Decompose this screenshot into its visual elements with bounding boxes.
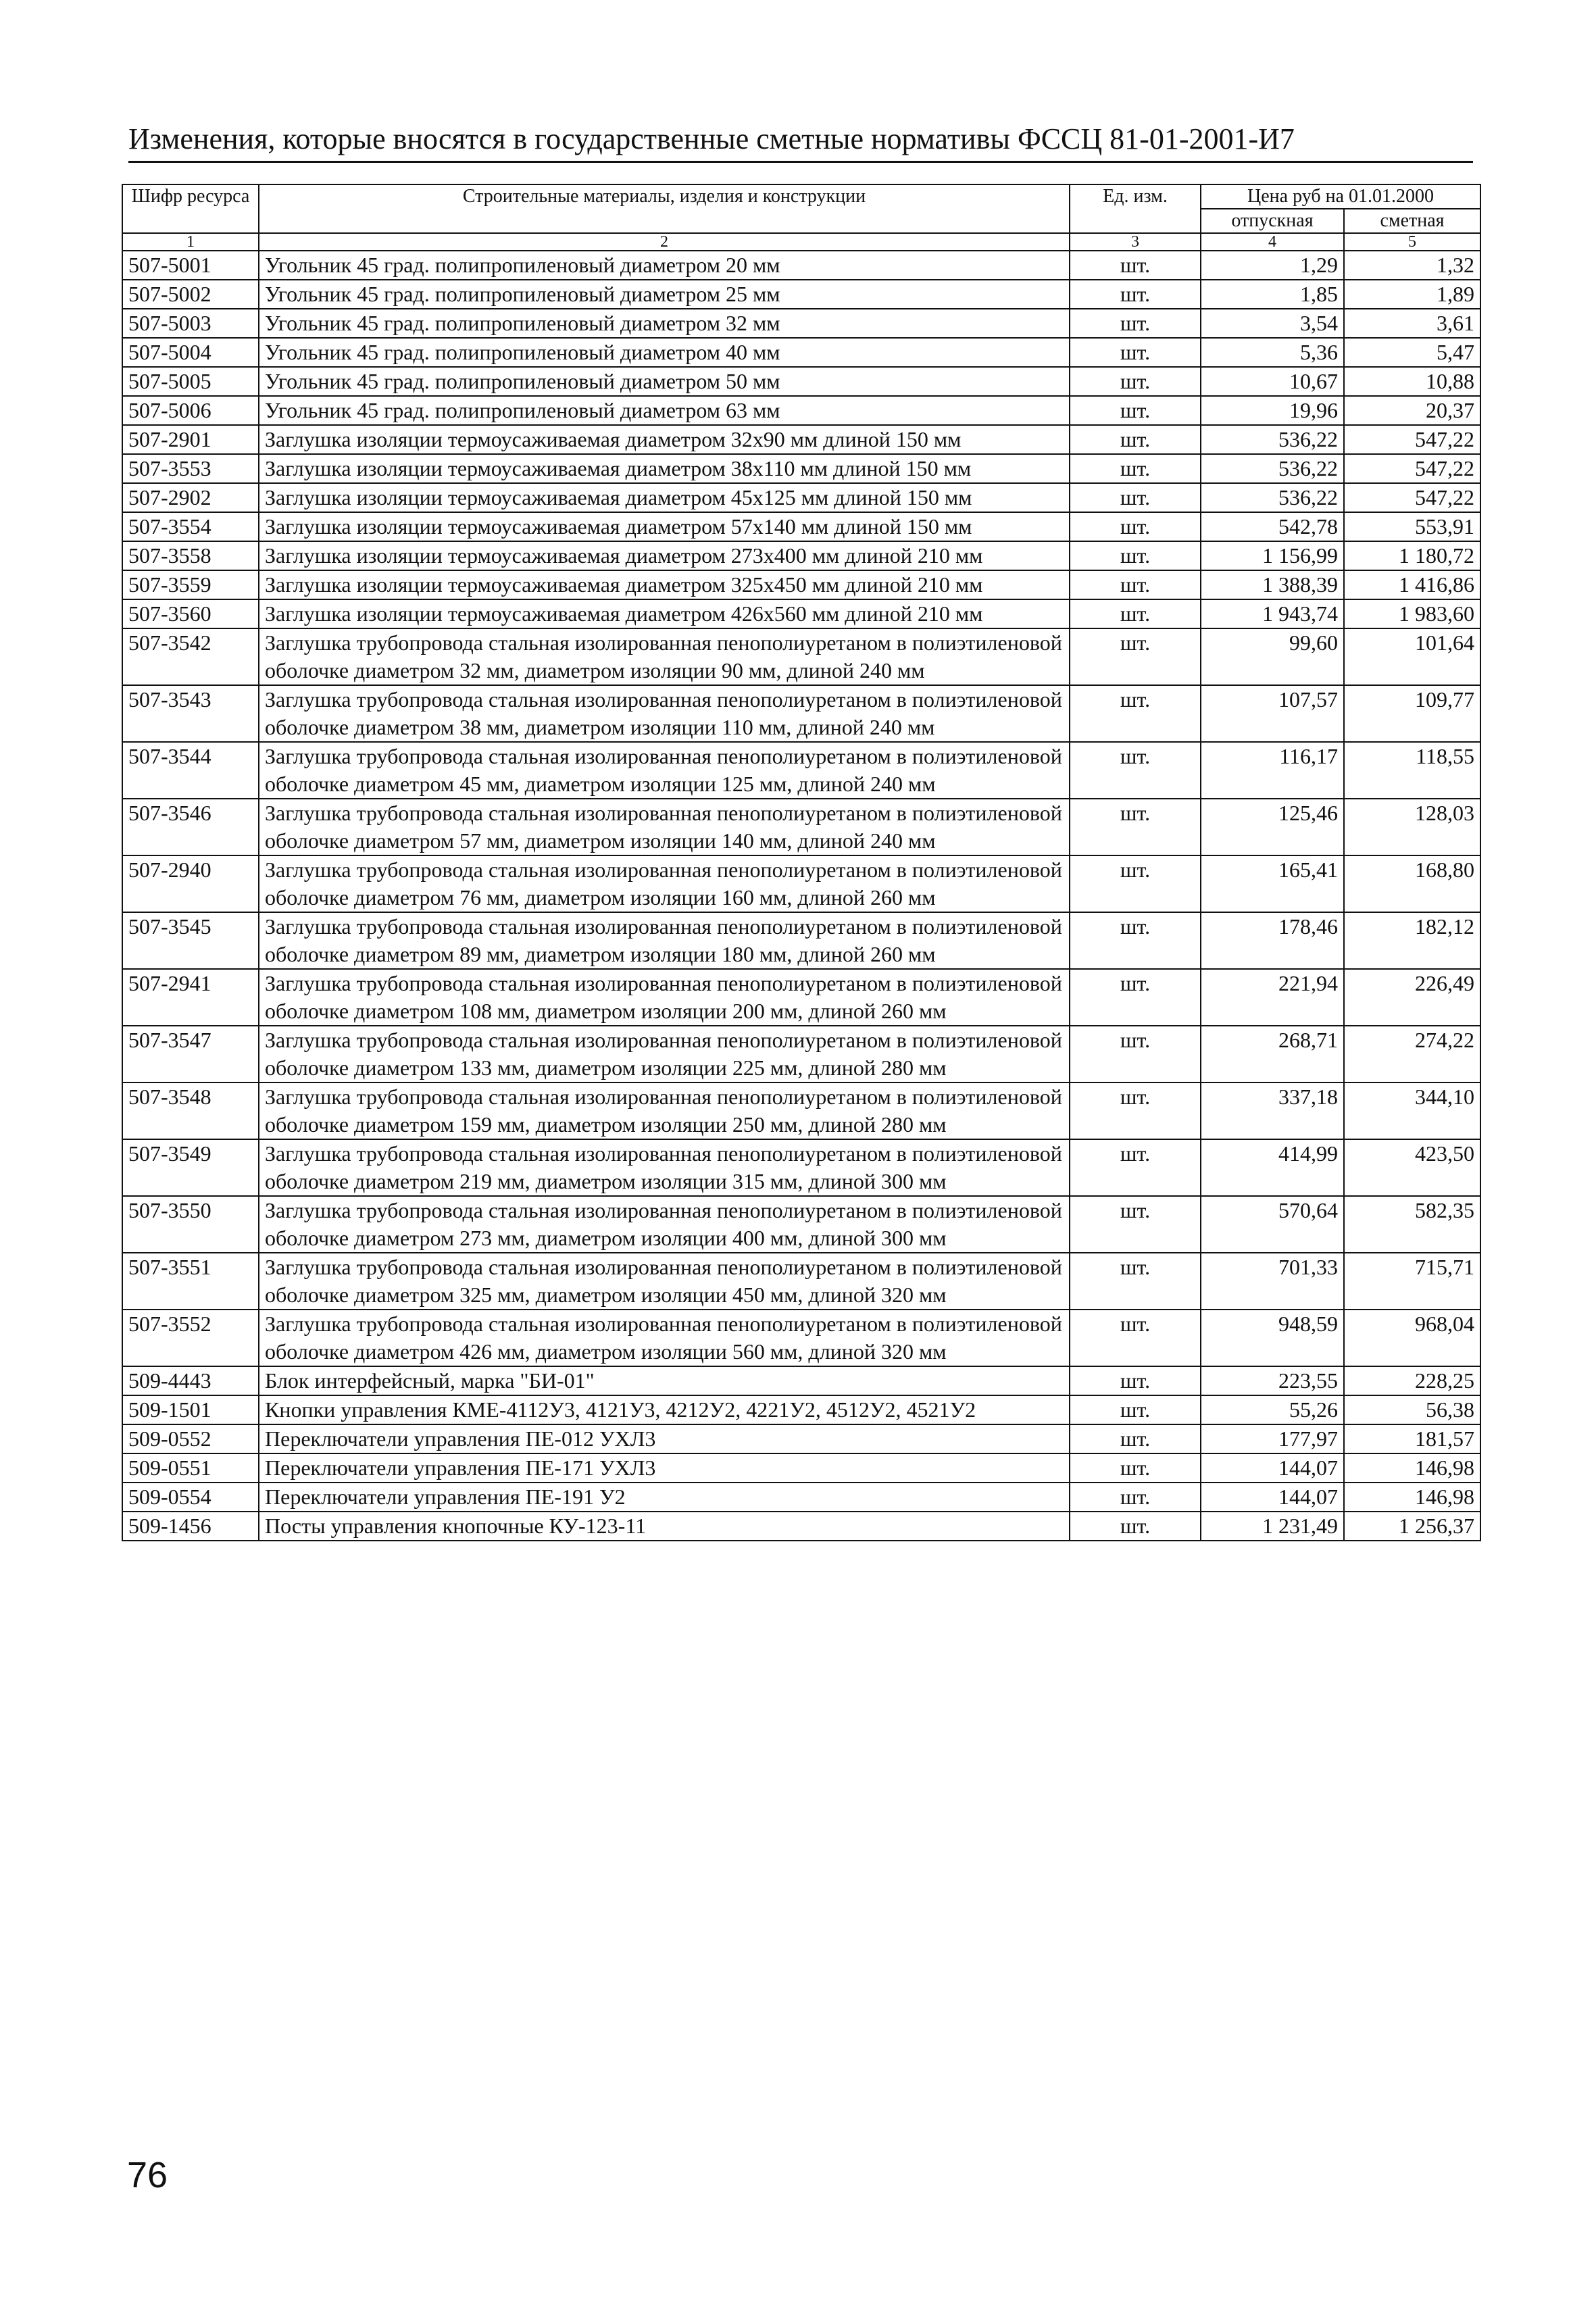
unit-cell: шт. bbox=[1070, 855, 1201, 912]
material-name-cell: Заглушка трубопровода стальная изолированная пенополиуретаном в полиэтиленовой оболочке диаметром 159 мм, диаметром изоляции 250 мм, длиной 280 мм bbox=[259, 1082, 1070, 1139]
unit-cell: шт. bbox=[1070, 1483, 1201, 1512]
estimate-price-cell: 168,80 bbox=[1344, 855, 1480, 912]
table-row bbox=[122, 396, 1480, 425]
estimate-price-cell: 553,91 bbox=[1344, 512, 1480, 541]
resource-code-cell: 507-2901 bbox=[122, 425, 259, 454]
material-name-cell: Заглушка трубопровода стальная изолированная пенополиуретаном в полиэтиленовой оболочке диаметром 325 мм, диаметром изоляции 450 мм, длиной 320 мм bbox=[259, 1253, 1070, 1310]
resource-code-cell: 507-3549 bbox=[122, 1139, 259, 1196]
resource-code-cell: 507-3544 bbox=[122, 742, 259, 799]
resource-code-cell: 507-5006 bbox=[122, 396, 259, 425]
page-number: 76 bbox=[127, 2155, 168, 2195]
release-price-cell: 1 231,49 bbox=[1201, 1512, 1344, 1541]
release-price-cell: 177,97 bbox=[1201, 1424, 1344, 1453]
unit-cell: шт. bbox=[1070, 1366, 1201, 1395]
material-name-cell: Заглушка трубопровода стальная изолированная пенополиуретаном в полиэтиленовой оболочке диаметром 32 мм, диаметром изоляции 90 мм, длиной 240 мм bbox=[259, 628, 1070, 685]
table-row bbox=[122, 367, 1480, 396]
resource-code-cell: 509-0551 bbox=[122, 1453, 259, 1483]
material-name-cell: Угольник 45 град. полипропиленовый диаметром 50 мм bbox=[259, 367, 1070, 396]
release-price-cell: 10,67 bbox=[1201, 367, 1344, 396]
table-row bbox=[122, 1196, 1480, 1253]
estimate-price-cell: 5,47 bbox=[1344, 338, 1480, 367]
resource-code-cell: 507-3543 bbox=[122, 685, 259, 742]
release-price-cell: 536,22 bbox=[1201, 454, 1344, 483]
release-price-cell: 1 943,74 bbox=[1201, 599, 1344, 628]
resource-code-cell: 507-3542 bbox=[122, 628, 259, 685]
column-number: 1 bbox=[122, 233, 259, 251]
estimate-price-cell: 582,35 bbox=[1344, 1196, 1480, 1253]
header-code: Шифр ресурса bbox=[122, 184, 259, 233]
table-row bbox=[122, 251, 1480, 280]
release-price-cell: 223,55 bbox=[1201, 1366, 1344, 1395]
release-price-cell: 55,26 bbox=[1201, 1395, 1344, 1424]
table-row bbox=[122, 685, 1480, 742]
release-price-cell: 144,07 bbox=[1201, 1453, 1344, 1483]
unit-cell: шт. bbox=[1070, 396, 1201, 425]
material-name-cell: Заглушка трубопровода стальная изолированная пенополиуретаном в полиэтиленовой оболочке диаметром 57 мм, диаметром изоляции 140 мм, длиной 240 мм bbox=[259, 799, 1070, 855]
table-row bbox=[122, 1453, 1480, 1483]
resource-code-cell: 507-3552 bbox=[122, 1310, 259, 1366]
unit-cell: шт. bbox=[1070, 338, 1201, 367]
resource-code-cell: 507-3551 bbox=[122, 1253, 259, 1310]
resource-code-cell: 509-4443 bbox=[122, 1366, 259, 1395]
resource-code-cell: 507-3550 bbox=[122, 1196, 259, 1253]
unit-cell: шт. bbox=[1070, 1196, 1201, 1253]
material-name-cell: Переключатели управления ПЕ-191 У2 bbox=[259, 1483, 1070, 1512]
material-name-cell: Угольник 45 град. полипропиленовый диаметром 40 мм bbox=[259, 338, 1070, 367]
table-row bbox=[122, 280, 1480, 309]
material-name-cell: Заглушка изоляции термоусаживаемая диаметром 38x110 мм длиной 150 мм bbox=[259, 454, 1070, 483]
release-price-cell: 19,96 bbox=[1201, 396, 1344, 425]
material-name-cell: Заглушка трубопровода стальная изолированная пенополиуретаном в полиэтиленовой оболочке диаметром 133 мм, диаметром изоляции 225 мм, длиной 280 мм bbox=[259, 1026, 1070, 1082]
unit-cell: шт. bbox=[1070, 1026, 1201, 1082]
estimate-price-cell: 547,22 bbox=[1344, 425, 1480, 454]
estimate-price-cell: 182,12 bbox=[1344, 912, 1480, 969]
unit-cell: шт. bbox=[1070, 1082, 1201, 1139]
resource-code-cell: 509-0554 bbox=[122, 1483, 259, 1512]
resource-code-cell: 509-1501 bbox=[122, 1395, 259, 1424]
estimate-price-cell: 1 416,86 bbox=[1344, 570, 1480, 599]
unit-cell: шт. bbox=[1070, 280, 1201, 309]
page-header-title: Изменения, которые вносятся в государственные сметные нормативы ФССЦ 81-01-2001-И7 bbox=[128, 122, 1295, 155]
release-price-cell: 268,71 bbox=[1201, 1026, 1344, 1082]
unit-cell: шт. bbox=[1070, 799, 1201, 855]
unit-cell: шт. bbox=[1070, 251, 1201, 280]
material-name-cell: Заглушка трубопровода стальная изолированная пенополиуретаном в полиэтиленовой оболочке диаметром 45 мм, диаметром изоляции 125 мм, длиной 240 мм bbox=[259, 742, 1070, 799]
estimate-price-cell: 274,22 bbox=[1344, 1026, 1480, 1082]
table-row bbox=[122, 570, 1480, 599]
estimate-price-cell: 56,38 bbox=[1344, 1395, 1480, 1424]
table-row bbox=[122, 338, 1480, 367]
estimate-price-cell: 226,49 bbox=[1344, 969, 1480, 1026]
estimate-price-cell: 715,71 bbox=[1344, 1253, 1480, 1310]
unit-cell: шт. bbox=[1070, 912, 1201, 969]
resource-code-cell: 507-3545 bbox=[122, 912, 259, 969]
estimate-price-cell: 968,04 bbox=[1344, 1310, 1480, 1366]
release-price-cell: 178,46 bbox=[1201, 912, 1344, 969]
resource-code-cell: 507-2940 bbox=[122, 855, 259, 912]
column-number: 2 bbox=[259, 233, 1070, 251]
material-name-cell: Заглушка трубопровода стальная изолированная пенополиуретаном в полиэтиленовой оболочке диаметром 38 мм, диаметром изоляции 110 мм, длиной 240 мм bbox=[259, 685, 1070, 742]
resource-code-cell: 507-2941 bbox=[122, 969, 259, 1026]
table-row bbox=[122, 454, 1480, 483]
material-name-cell: Заглушка изоляции термоусаживаемая диаметром 426x560 мм длиной 210 мм bbox=[259, 599, 1070, 628]
unit-cell: шт. bbox=[1070, 599, 1201, 628]
resource-code-cell: 507-3547 bbox=[122, 1026, 259, 1082]
release-price-cell: 414,99 bbox=[1201, 1139, 1344, 1196]
table-header-row bbox=[122, 184, 1480, 209]
table-row bbox=[122, 1424, 1480, 1453]
estimate-price-cell: 128,03 bbox=[1344, 799, 1480, 855]
estimate-price-cell: 1 983,60 bbox=[1344, 599, 1480, 628]
material-name-cell: Угольник 45 град. полипропиленовый диаметром 32 мм bbox=[259, 309, 1070, 338]
header-unit: Ед. изм. bbox=[1070, 184, 1201, 233]
table-row bbox=[122, 1366, 1480, 1395]
release-price-cell: 99,60 bbox=[1201, 628, 1344, 685]
table-row bbox=[122, 628, 1480, 685]
resource-code-cell: 509-1456 bbox=[122, 1512, 259, 1541]
unit-cell: шт. bbox=[1070, 742, 1201, 799]
estimate-price-cell: 146,98 bbox=[1344, 1453, 1480, 1483]
estimate-price-cell: 547,22 bbox=[1344, 454, 1480, 483]
unit-cell: шт. bbox=[1070, 483, 1201, 512]
release-price-cell: 542,78 bbox=[1201, 512, 1344, 541]
table-row bbox=[122, 541, 1480, 570]
release-price-cell: 5,36 bbox=[1201, 338, 1344, 367]
header-price: Цена руб на 01.01.2000 bbox=[1201, 184, 1480, 209]
unit-cell: шт. bbox=[1070, 1453, 1201, 1483]
estimate-price-cell: 109,77 bbox=[1344, 685, 1480, 742]
table-body bbox=[122, 251, 1480, 1541]
material-name-cell: Переключатели управления ПЕ-012 УХЛ3 bbox=[259, 1424, 1070, 1453]
unit-cell: шт. bbox=[1070, 1310, 1201, 1366]
table-row bbox=[122, 969, 1480, 1026]
estimate-price-cell: 1,89 bbox=[1344, 280, 1480, 309]
release-price-cell: 1 156,99 bbox=[1201, 541, 1344, 570]
table-row bbox=[122, 742, 1480, 799]
release-price-cell: 948,59 bbox=[1201, 1310, 1344, 1366]
estimate-price-cell: 20,37 bbox=[1344, 396, 1480, 425]
table-row bbox=[122, 1139, 1480, 1196]
release-price-cell: 125,46 bbox=[1201, 799, 1344, 855]
unit-cell: шт. bbox=[1070, 1512, 1201, 1541]
unit-cell: шт. bbox=[1070, 1395, 1201, 1424]
resource-code-cell: 507-3554 bbox=[122, 512, 259, 541]
resource-code-cell: 507-5004 bbox=[122, 338, 259, 367]
column-number: 3 bbox=[1070, 233, 1201, 251]
estimate-price-cell: 3,61 bbox=[1344, 309, 1480, 338]
estimate-price-cell: 547,22 bbox=[1344, 483, 1480, 512]
header-price-release: отпускная bbox=[1201, 209, 1344, 233]
estimate-price-cell: 118,55 bbox=[1344, 742, 1480, 799]
table-row bbox=[122, 1310, 1480, 1366]
resource-code-cell: 507-3546 bbox=[122, 799, 259, 855]
release-price-cell: 1,85 bbox=[1201, 280, 1344, 309]
price-table bbox=[122, 184, 1481, 1541]
estimate-price-cell: 228,25 bbox=[1344, 1366, 1480, 1395]
estimate-price-cell: 1 180,72 bbox=[1344, 541, 1480, 570]
column-number: 5 bbox=[1344, 233, 1480, 251]
resource-code-cell: 507-3553 bbox=[122, 454, 259, 483]
release-price-cell: 107,57 bbox=[1201, 685, 1344, 742]
release-price-cell: 3,54 bbox=[1201, 309, 1344, 338]
material-name-cell: Блок интерфейсный, марка "БИ-01" bbox=[259, 1366, 1070, 1395]
unit-cell: шт. bbox=[1070, 1424, 1201, 1453]
table-row bbox=[122, 1395, 1480, 1424]
unit-cell: шт. bbox=[1070, 1253, 1201, 1310]
table-row bbox=[122, 1026, 1480, 1082]
estimate-price-cell: 344,10 bbox=[1344, 1082, 1480, 1139]
resource-code-cell: 507-5005 bbox=[122, 367, 259, 396]
estimate-price-cell: 1 256,37 bbox=[1344, 1512, 1480, 1541]
material-name-cell: Заглушка изоляции термоусаживаемая диаметром 32x90 мм длиной 150 мм bbox=[259, 425, 1070, 454]
column-number-row bbox=[122, 233, 1480, 251]
unit-cell: шт. bbox=[1070, 570, 1201, 599]
resource-code-cell: 509-0552 bbox=[122, 1424, 259, 1453]
header-price-estimate: сметная bbox=[1344, 209, 1480, 233]
resource-code-cell: 507-3559 bbox=[122, 570, 259, 599]
unit-cell: шт. bbox=[1070, 512, 1201, 541]
resource-code-cell: 507-5002 bbox=[122, 280, 259, 309]
release-price-cell: 221,94 bbox=[1201, 969, 1344, 1026]
table-row bbox=[122, 912, 1480, 969]
resource-code-cell: 507-2902 bbox=[122, 483, 259, 512]
table-row bbox=[122, 425, 1480, 454]
material-name-cell: Заглушка изоляции термоусаживаемая диаметром 57x140 мм длиной 150 мм bbox=[259, 512, 1070, 541]
estimate-price-cell: 1,32 bbox=[1344, 251, 1480, 280]
unit-cell: шт. bbox=[1070, 969, 1201, 1026]
column-number: 4 bbox=[1201, 233, 1344, 251]
unit-cell: шт. bbox=[1070, 628, 1201, 685]
unit-cell: шт. bbox=[1070, 541, 1201, 570]
release-price-cell: 536,22 bbox=[1201, 425, 1344, 454]
material-name-cell: Заглушка изоляции термоусаживаемая диаметром 273x400 мм длиной 210 мм bbox=[259, 541, 1070, 570]
material-name-cell: Заглушка трубопровода стальная изолированная пенополиуретаном в полиэтиленовой оболочке диаметром 76 мм, диаметром изоляции 160 мм, длиной 260 мм bbox=[259, 855, 1070, 912]
resource-code-cell: 507-5003 bbox=[122, 309, 259, 338]
release-price-cell: 165,41 bbox=[1201, 855, 1344, 912]
table-row bbox=[122, 1253, 1480, 1310]
resource-code-cell: 507-3560 bbox=[122, 599, 259, 628]
release-price-cell: 536,22 bbox=[1201, 483, 1344, 512]
release-price-cell: 116,17 bbox=[1201, 742, 1344, 799]
estimate-price-cell: 181,57 bbox=[1344, 1424, 1480, 1453]
release-price-cell: 1 388,39 bbox=[1201, 570, 1344, 599]
release-price-cell: 701,33 bbox=[1201, 1253, 1344, 1310]
unit-cell: шт. bbox=[1070, 425, 1201, 454]
material-name-cell: Заглушка трубопровода стальная изолированная пенополиуретаном в полиэтиленовой оболочке диаметром 273 мм, диаметром изоляции 400 мм, длиной 300 мм bbox=[259, 1196, 1070, 1253]
release-price-cell: 144,07 bbox=[1201, 1483, 1344, 1512]
material-name-cell: Кнопки управления КМЕ-4112У3, 4121У3, 4212У2, 4221У2, 4512У2, 4521У2 bbox=[259, 1395, 1070, 1424]
header-name: Строительные материалы, изделия и конструкции bbox=[259, 184, 1070, 233]
material-name-cell: Заглушка трубопровода стальная изолированная пенополиуретаном в полиэтиленовой оболочке диаметром 426 мм, диаметром изоляции 560 мм, длиной 320 мм bbox=[259, 1310, 1070, 1366]
material-name-cell: Переключатели управления ПЕ-171 УХЛ3 bbox=[259, 1453, 1070, 1483]
estimate-price-cell: 10,88 bbox=[1344, 367, 1480, 396]
table-row bbox=[122, 1082, 1480, 1139]
material-name-cell: Заглушка трубопровода стальная изолированная пенополиуретаном в полиэтиленовой оболочке диаметром 108 мм, диаметром изоляции 200 мм, длиной 260 мм bbox=[259, 969, 1070, 1026]
table-row bbox=[122, 1512, 1480, 1541]
estimate-price-cell: 423,50 bbox=[1344, 1139, 1480, 1196]
resource-code-cell: 507-3558 bbox=[122, 541, 259, 570]
table-row bbox=[122, 1483, 1480, 1512]
material-name-cell: Угольник 45 град. полипропиленовый диаметром 20 мм bbox=[259, 251, 1070, 280]
unit-cell: шт. bbox=[1070, 1139, 1201, 1196]
material-name-cell: Заглушка трубопровода стальная изолированная пенополиуретаном в полиэтиленовой оболочке диаметром 89 мм, диаметром изоляции 180 мм, длиной 260 мм bbox=[259, 912, 1070, 969]
material-name-cell: Заглушка трубопровода стальная изолированная пенополиуретаном в полиэтиленовой оболочке диаметром 219 мм, диаметром изоляции 315 мм, длиной 300 мм bbox=[259, 1139, 1070, 1196]
estimate-price-cell: 146,98 bbox=[1344, 1483, 1480, 1512]
table-row bbox=[122, 799, 1480, 855]
table-row bbox=[122, 483, 1480, 512]
table-row bbox=[122, 599, 1480, 628]
unit-cell: шт. bbox=[1070, 685, 1201, 742]
material-name-cell: Заглушка изоляции термоусаживаемая диаметром 45x125 мм длиной 150 мм bbox=[259, 483, 1070, 512]
release-price-cell: 337,18 bbox=[1201, 1082, 1344, 1139]
material-name-cell: Заглушка изоляции термоусаживаемая диаметром 325x450 мм длиной 210 мм bbox=[259, 570, 1070, 599]
material-name-cell: Угольник 45 град. полипропиленовый диаметром 63 мм bbox=[259, 396, 1070, 425]
estimate-price-cell: 101,64 bbox=[1344, 628, 1480, 685]
unit-cell: шт. bbox=[1070, 454, 1201, 483]
resource-code-cell: 507-3548 bbox=[122, 1082, 259, 1139]
release-price-cell: 1,29 bbox=[1201, 251, 1344, 280]
release-price-cell: 570,64 bbox=[1201, 1196, 1344, 1253]
table-row bbox=[122, 309, 1480, 338]
material-name-cell: Угольник 45 град. полипропиленовый диаметром 25 мм bbox=[259, 280, 1070, 309]
table-row bbox=[122, 855, 1480, 912]
material-name-cell: Посты управления кнопочные КУ-123-11 bbox=[259, 1512, 1070, 1541]
table-row bbox=[122, 512, 1480, 541]
unit-cell: шт. bbox=[1070, 367, 1201, 396]
resource-code-cell: 507-5001 bbox=[122, 251, 259, 280]
header-rule bbox=[128, 161, 1473, 163]
unit-cell: шт. bbox=[1070, 309, 1201, 338]
